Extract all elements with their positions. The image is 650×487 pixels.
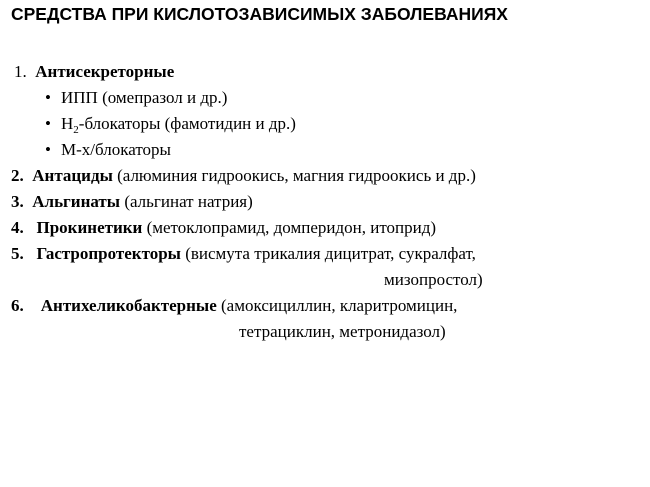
item-number: 6. [11,296,24,315]
list-item-1 [14,62,174,82]
item-description: (метоклопрамид, домперидон, итоприд) [142,218,437,237]
slide-title: СРЕДСТВА ПРИ КИСЛОТОЗАВИСИМЫХ ЗАБОЛЕВАНИЯХ [11,4,508,24]
bullet: • [45,114,51,133]
list-item-4 [11,218,436,238]
item-name: Антисекреторные [35,62,175,81]
item-description: (алюминия гидроокись, магния гидроокись и др.) [112,166,476,185]
sub-item-m-blockers [45,140,171,160]
sub-item-text: М-х/блокаторы [61,140,171,159]
sub-item-text-post: -блокаторы (фамотидин и др.) [78,114,296,133]
sub-item-h2-blockers [45,114,296,140]
item-number: 5. [11,244,24,263]
item-number: 4. [11,218,24,237]
item-name: Антациды [32,166,113,185]
item-name: Альгинаты [32,192,121,211]
list-item-6 [11,296,457,316]
item-name: Прокинетики [36,218,143,237]
item-number: 3. [11,192,24,211]
item-number: 1. [14,62,27,81]
sub-item-text-pre: Н [61,114,74,133]
bullet: • [45,88,51,107]
subscript: 2 [73,124,79,136]
item-name: Гастропротекторы [36,244,181,263]
item-description: (висмута трикалия дицитрат, сукралфат, [180,244,476,263]
sub-item-text: ИПП (омепразол и др.) [61,88,228,107]
item-name: Антихеликобактерные [40,296,217,315]
bullet: • [45,140,51,159]
item-description: (альгинат натрия) [120,192,253,211]
list-item-3 [11,192,253,212]
list-item-5 [11,244,476,264]
list-item-5-continuation: мизопростол) [384,270,483,289]
sub-item-ppi [45,88,227,108]
item-description: (амоксициллин, кларитромицин, [216,296,458,315]
list-item-6-continuation: тетрациклин, метронидазол) [239,322,446,341]
list-item-2 [11,166,476,186]
item-number: 2. [11,166,24,185]
